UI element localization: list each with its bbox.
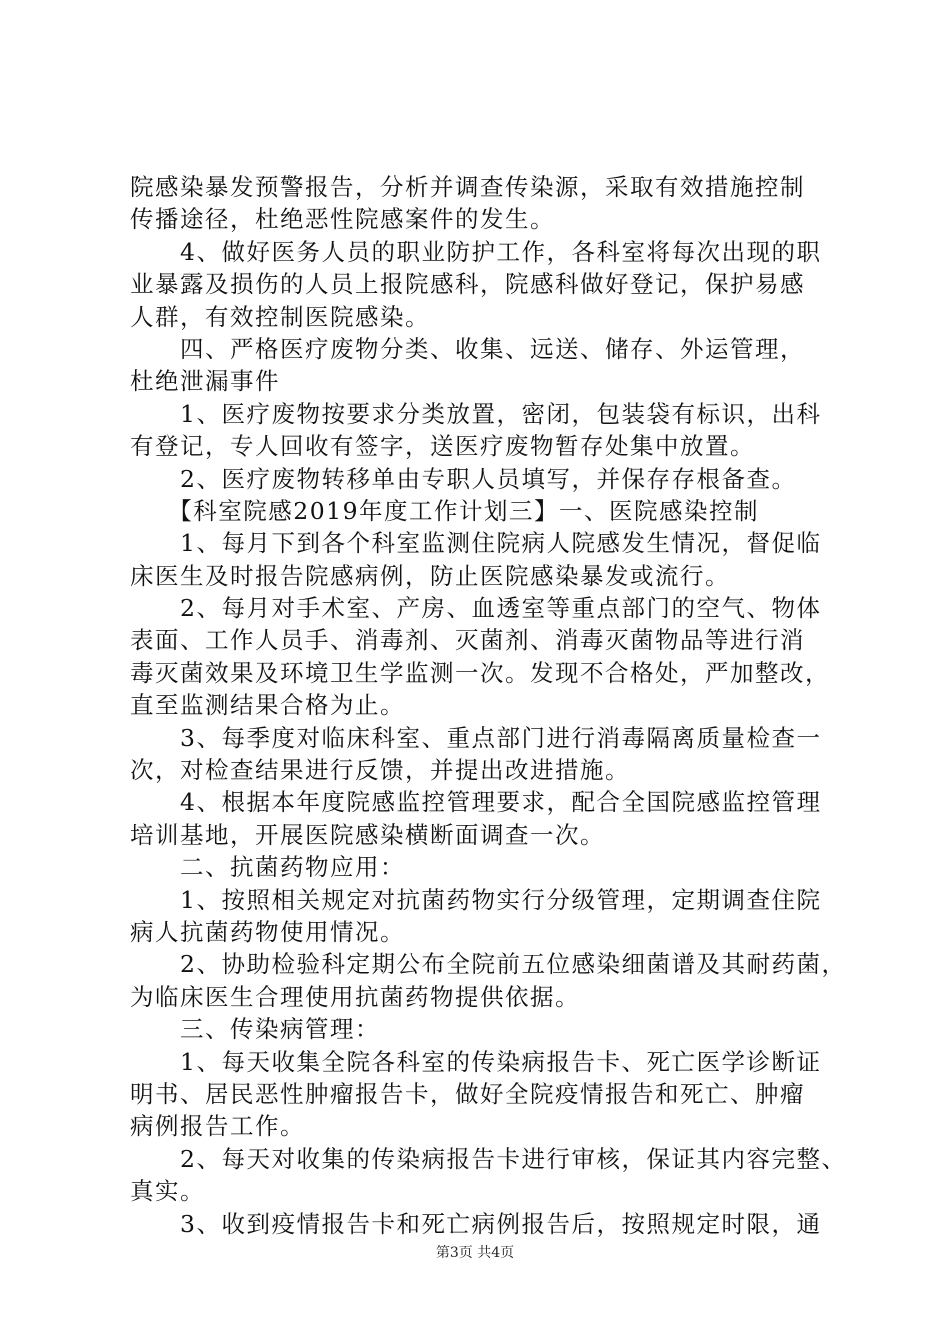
text-line: 1、医疗废物按要求分类放置，密闭，包装袋有标识，出科 [130, 399, 822, 428]
text-line: 传播途径，杜绝恶性院感案件的发生。 [130, 205, 555, 234]
text-line: 2、每天对收集的传染病报告卡进行审核，保证其内容完整、 [130, 1144, 847, 1173]
text-line: 3、收到疫情报告卡和死亡病例报告后，按照规定时限，通 [130, 1209, 822, 1238]
text-line: 3、每季度对临床科室、重点部门进行消毒隔离质量检查一 [130, 723, 822, 752]
text-line: 病例报告工作。 [130, 1112, 305, 1141]
section-heading-line: 三、传染病管理： [130, 1015, 380, 1044]
text-line: 业暴露及损伤的人员上报院感科，院感科做好登记，保护易感 [130, 270, 805, 299]
text-line: 培训基地，开展医院感染横断面调查一次。 [130, 820, 605, 849]
text-line: 院感染暴发预警报告，分析并调查传染源，采取有效措施控制 [130, 173, 805, 201]
text-line: 2、医疗废物转移单由专职人员填写，并保存存根备查。 [130, 464, 797, 493]
text-line: 1、按照相关规定对抗菌药物实行分级管理，定期调查住院 [130, 885, 822, 914]
section-heading-line: 四、严格医疗废物分类、收集、远送、储存、外运管理， [130, 334, 805, 363]
section-heading-line: 【科室院感2019年度工作计划三】一、医院感染控制 [130, 496, 760, 525]
text-line: 1、每月下到各个科室监测住院病人院感发生情况，督促临 [130, 529, 822, 558]
body-text [130, 171, 847, 1240]
text-line: 真实。 [130, 1177, 205, 1206]
text-line: 床医生及时报告院感病例，防止医院感染暴发或流行。 [130, 561, 730, 590]
section-heading-line: 杜绝泄漏事件 [130, 367, 280, 396]
text-line: 次，对检查结果进行反馈，并提出改进措施。 [130, 756, 630, 785]
text-line: 有登记，专人回收有签字，送医疗废物暂存处集中放置。 [130, 432, 755, 461]
text-line: 人群，有效控制医院感染。 [130, 302, 430, 331]
text-line: 4、做好医务人员的职业防护工作，各科室将每次出现的职 [130, 237, 822, 266]
text-line: 明书、居民恶性肿瘤报告卡，做好全院疫情报告和死亡、肿瘤 [130, 1079, 805, 1108]
text-line: 为临床医生合理使用抗菌药物提供依据。 [130, 982, 580, 1011]
text-line: 1、每天收集全院各科室的传染病报告卡、死亡医学诊断证 [130, 1047, 822, 1076]
text-line: 直至监测结果合格为止。 [130, 691, 405, 720]
text-line: 病人抗菌药物使用情况。 [130, 917, 405, 946]
page-number-footer: 第3页 共4页 [435, 1245, 515, 1261]
text-line: 2、协助检验科定期公布全院前五位感染细菌谱及其耐药菌， [130, 950, 847, 979]
section-heading-line: 二、抗菌药物应用： [130, 853, 405, 882]
text-line: 毒灭菌效果及环境卫生学监测一次。发现不合格处，严加整改， [130, 658, 830, 687]
text-line: 4、根据本年度院感监控管理要求，配合全国院感监控管理 [130, 788, 822, 817]
text-line: 表面、工作人员手、消毒剂、灭菌剂、消毒灭菌物品等进行消 [130, 626, 805, 655]
text-line: 2、每月对手术室、产房、血透室等重点部门的空气、物体 [130, 594, 822, 623]
